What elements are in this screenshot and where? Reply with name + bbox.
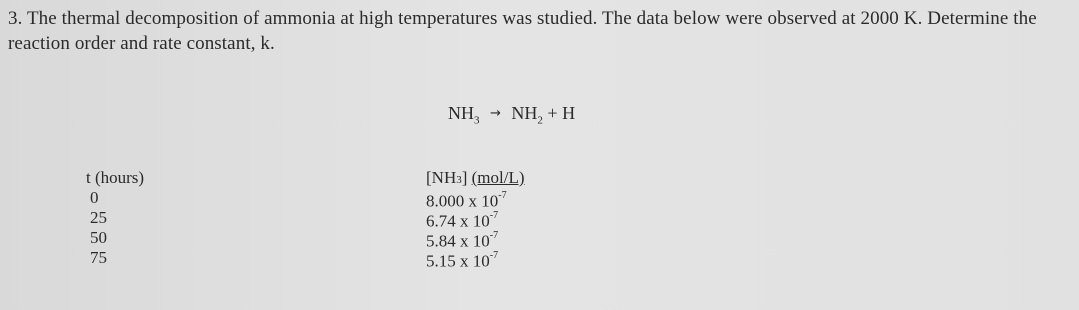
concentration-value: 6.74 x $10^{-7}$: [426, 210, 499, 231]
product-1: $NH_2$: [511, 103, 543, 127]
time-value: 0: [90, 188, 99, 207]
arrow-icon: →: [490, 106, 501, 121]
time-column: [86, 168, 206, 268]
time-value: 25: [90, 208, 107, 227]
concentration-value: 5.84 x $10^{-7}$: [426, 230, 499, 251]
plus-sign: +: [547, 103, 558, 123]
concentration-value: 8.000 x $10^{-7}$: [426, 190, 507, 211]
concentration-value: 5.15 x $10^{-7}$: [426, 250, 499, 271]
time-header: t (hours): [86, 168, 145, 187]
concentration-header: [NH3] (mol/L): [426, 168, 525, 187]
time-value: 50: [90, 228, 107, 247]
time-value: 75: [90, 248, 107, 267]
concentration-unit: (mol/L): [471, 168, 525, 187]
reaction-equation: [448, 103, 575, 127]
product-2: H: [562, 103, 576, 123]
problem-statement: 3. The thermal decomposition of ammonia at high temperatures was studied. The data below were observed at 2000 K. Determine the reaction order and rate constant, k.: [8, 8, 1037, 54]
reactant: $NH_3$: [448, 103, 480, 127]
concentration-column: [426, 168, 646, 271]
